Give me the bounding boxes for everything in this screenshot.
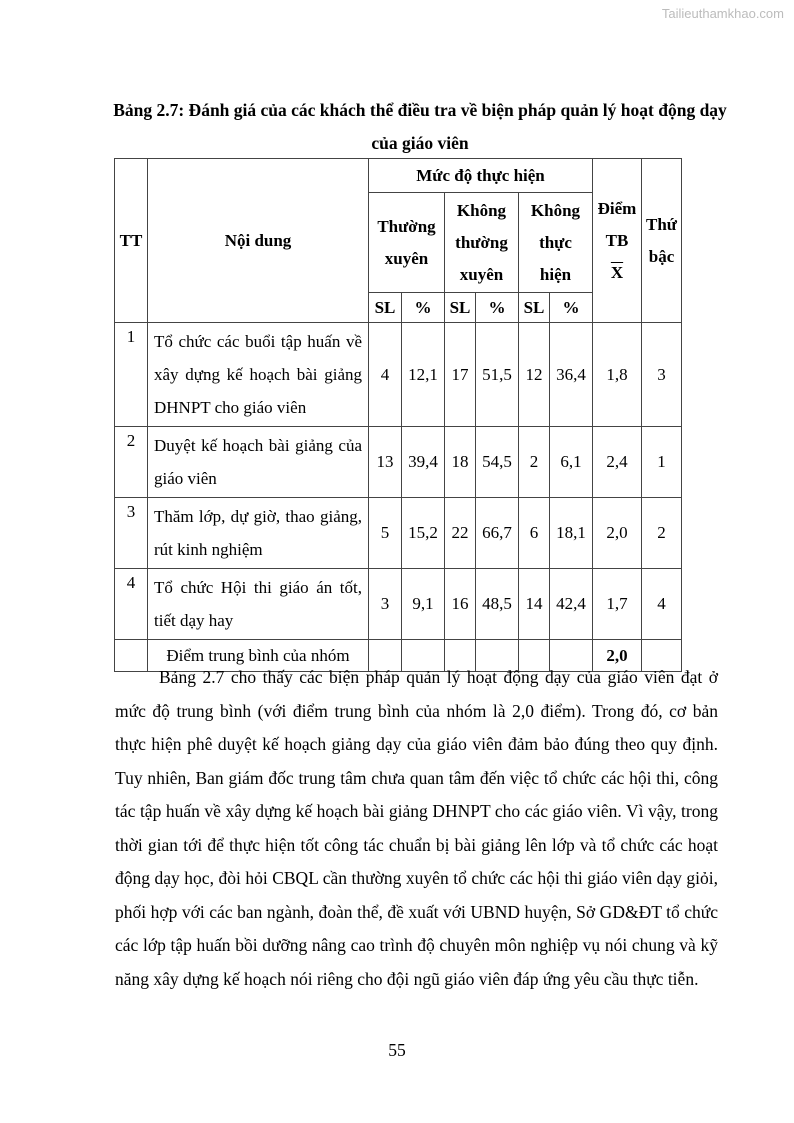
cell-sl: 17 (445, 323, 476, 427)
cell-pct: 12,1 (402, 323, 445, 427)
header-score-label: Điểm TB (597, 198, 637, 250)
cell-pct: 9,1 (402, 569, 445, 640)
header-level-irregular: Không thường xuyên (445, 193, 519, 293)
summary-score: 2,0 (593, 640, 642, 672)
cell-tt: 4 (115, 569, 148, 640)
cell-tt: 1 (115, 323, 148, 427)
cell-pct: 6,1 (550, 427, 593, 498)
evaluation-table (114, 158, 682, 672)
cell-sl: 4 (369, 323, 402, 427)
header-level-none: Không thực hiện (519, 193, 593, 293)
table-caption: Bảng 2.7: Đánh giá của các khách thể điều tra về biện pháp quản lý hoạt động dạy của giáo viên (113, 100, 727, 153)
header-level-regular: Thường xuyên (369, 193, 445, 293)
cell-sl: 3 (369, 569, 402, 640)
cell-sl: 16 (445, 569, 476, 640)
cell-pct: 66,7 (476, 498, 519, 569)
header-score-symbol: $\overline{X}$ (610, 262, 624, 282)
cell-score: 2,4 (593, 427, 642, 498)
cell-score: 1,7 (593, 569, 642, 640)
cell-rank: 2 (642, 498, 682, 569)
cell-rank: 1 (642, 427, 682, 498)
cell-sl: 18 (445, 427, 476, 498)
cell-pct: 54,5 (476, 427, 519, 498)
table-row (115, 427, 682, 498)
cell-sl: 13 (369, 427, 402, 498)
cell-sl: 22 (445, 498, 476, 569)
cell-content: Tổ chức Hội thi giáo án tốt, tiết dạy hay (148, 569, 369, 640)
cell-rank: 4 (642, 569, 682, 640)
header-content: Nội dung (148, 159, 369, 323)
body-paragraph: Bảng 2.7 cho thấy các biện pháp quản lý hoạt động dạy của giáo viên đạt ở mức độ trung bình (với điểm trung bình của nhóm là 2,0 điểm). Trong đó, cơ bản thực hiện phê duyệt kế hoạch giảng dạy của giáo viên đảm bảo đúng theo quy định. Tuy nhiên, Ban giám đốc trung tâm chưa quan tâm đến việc tổ chức các hội thi, công tác tập huấn về xây dựng kế hoạch bài giảng DHNPT cho các giáo viên. Vì vậy, trong thời gian tới để thực hiện tốt công tác chuẩn bị bài giảng lên lớp và tổ chức các hoạt động dạy học, đòi hỏi CBQL cần thường xuyên tổ chức các hội thi giáo viên dạy giỏi, phối hợp với các ban ngành, đoàn thể, đề xuất với UBND huyện, Sở GD&ĐT tổ chức các lớp tập huấn bồi dưỡng nâng cao trình độ chuyên môn nghiệp vụ nói chung và kỹ năng xây dựng kế hoạch nói riêng cho đội ngũ giáo viên đáp ứng yêu cầu thực tiễn. (115, 667, 718, 989)
header-level-group: Mức độ thực hiện (369, 159, 593, 193)
cell-sl: 6 (519, 498, 550, 569)
header-score (593, 159, 642, 323)
header-rank: Thứ bậc (642, 159, 682, 323)
header-tt: TT (115, 159, 148, 323)
summary-label: Điểm trung bình của nhóm (148, 640, 369, 672)
cell-pct: 15,2 (402, 498, 445, 569)
cell-content: Thăm lớp, dự giờ, thao giảng, rút kinh nghiệm (148, 498, 369, 569)
cell-pct: 18,1 (550, 498, 593, 569)
cell-sl: 12 (519, 323, 550, 427)
cell-tt: 3 (115, 498, 148, 569)
cell-score: 1,8 (593, 323, 642, 427)
cell-content: Tổ chức các buổi tập huấn về xây dựng kế hoạch bài giảng DHNPT cho giáo viên (148, 323, 369, 427)
cell-score: 2,0 (593, 498, 642, 569)
cell-pct: 36,4 (550, 323, 593, 427)
cell-pct: 42,4 (550, 569, 593, 640)
table-row (115, 498, 682, 569)
header-pct: % (402, 293, 445, 323)
header-pct: % (550, 293, 593, 323)
cell-pct: 51,5 (476, 323, 519, 427)
cell-rank: 3 (642, 323, 682, 427)
cell-sl: 2 (519, 427, 550, 498)
header-sl: SL (369, 293, 402, 323)
cell-pct: 39,4 (402, 427, 445, 498)
watermark: Tailieuthamkhao.com (661, 6, 784, 21)
cell-sl: 14 (519, 569, 550, 640)
cell-content: Duyệt kế hoạch bài giảng của giáo viên (148, 427, 369, 498)
header-sl: SL (445, 293, 476, 323)
header-sl: SL (519, 293, 550, 323)
cell-sl: 5 (369, 498, 402, 569)
cell-pct: 48,5 (476, 569, 519, 640)
cell-tt: 2 (115, 427, 148, 498)
page-number: 55 (388, 1040, 406, 1060)
header-pct: % (476, 293, 519, 323)
table-row (115, 323, 682, 427)
table-row (115, 569, 682, 640)
